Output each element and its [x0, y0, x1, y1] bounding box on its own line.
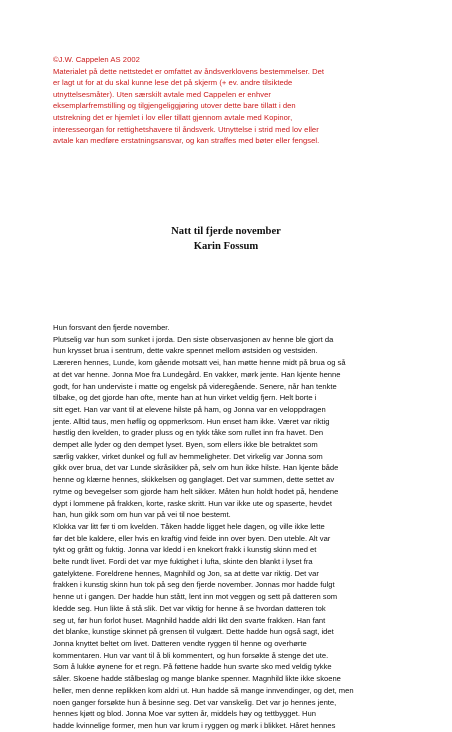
body-line: hun krysset brua i sentrum, dette vakre spennet mellom østsiden og vestsiden.	[53, 346, 318, 356]
body-line: høstlig den kvelden, to grader pluss og en tykk tåke som rullet inn fra havet. Den	[53, 428, 324, 438]
copyright-line: avtale kan medføre erstatningsansvar, og kan straffes med bøter eller fengsel.	[53, 136, 320, 146]
body-line: Som å lukke øynene for et regn. På føttene hadde hun svarte sko med veldig tykke	[53, 662, 332, 672]
story-title: Natt til fjerde november	[171, 226, 281, 237]
copyright-line: eksemplarfremstilling og tilgjengeliggjøring utover dette bare tillatt i den	[53, 101, 296, 111]
body-line: frakken i kunstig skinn hun tok på seg den fjerde november. Jonnas mor hadde fulgt	[53, 580, 335, 590]
copyright-line: interesseorgan for rettighetshavere til åndsverk. Utnyttelse i strid med lov eller	[53, 124, 319, 134]
body-line: Læreren hennes, Lunde, kom gående motsatt vei, han møtte henne midt på brua og så	[53, 358, 346, 368]
title-block	[0, 224, 452, 254]
body-line: før det ble kaldere, eller hvis en kraftig vind feide inn over byen. Den uteble. Alt var	[53, 533, 331, 543]
body-line: såler. Skoene hadde stålbeslag og mange blanke spenner. Magnhild likte ikke skoene	[53, 674, 341, 684]
body-line: sitt eget. Han var vant til at elevene hilste på ham, og Jonna var en veloppdragen	[53, 404, 326, 414]
body-line: jente. Alltid taus, men høflig og oppmerksom. Hun enset ham ikke. Været var riktig	[53, 416, 330, 426]
body-line: kommentaren. Hun var vant til å bli kommentert, og hun forsøkte å stenge det ute.	[53, 650, 329, 660]
body-line: henne og klærne hennes, skikkelsen og ganglaget. Det var summen, dette settet av	[53, 475, 335, 485]
body-line: Klokka var litt før ti om kvelden. Tåken hadde ligget hele dagen, og ville ikke lette	[53, 521, 325, 531]
copyright-line: utnyttelsesmåter). Uten særskilt avtale med Cappelen er enhver	[53, 89, 271, 99]
body-line: hadde kvinnelige former, men hun var krum i ryggen og mørk i blikket. Håret hennes	[53, 720, 336, 730]
copyright-line: ©J.W. Cappelen AS 2002	[53, 55, 140, 64]
body-line: gikk over brua, det var Lunde skråsikker på, selv om hun ikke hilste. Han kjente både	[53, 463, 339, 473]
copyright-line: Materialet på dette nettstedet er omfattet av åndsverklovens bestemmelser. Det	[53, 66, 325, 76]
copyright-notice	[53, 54, 413, 147]
body-line: Jonna knyttet beltet om livet. Datteren vendte ryggen til henne og overhørte	[53, 638, 307, 648]
story-author: Karin Fossum	[193, 241, 259, 252]
body-line: henne ut i gangen. Der hadde hun stått, lent inn mot veggen og sett på datteren som	[53, 592, 338, 602]
body-line: godt, for han underviste i matte og engelsk på videregående. Senere, når han tenkte	[53, 381, 337, 391]
body-line: noen ganger forsøkte hun å besinne seg. Det var vanskelig. Det var jo hennes jente,	[53, 697, 337, 707]
body-line: seg ut, før hun forlot huset. Magnhild hadde aldri likt den svarte frakken. Han fant	[53, 615, 326, 625]
body-line: hennes kjøtt og blod. Jonna Moe var sytten år, middels høy og tettbygget. Hun	[53, 709, 316, 719]
body-line: rytme og bevegelser som gjorde ham helt sikker. Måten hun holdt hodet på, hendene	[53, 486, 339, 496]
body-line: Plutselig var hun som sunket i jorda. Den siste observasjonen av henne ble gjort da	[53, 334, 334, 344]
body-line: tykt og grått og fuktig. Jonna var kledd i en knekort frakk i kunstig skinn med et	[53, 545, 317, 555]
body-line: det blanke, kunstige skinnet på grensen til vulgært. Dette hadde hun også sagt, idet	[53, 627, 334, 637]
story-body	[53, 322, 413, 732]
body-line: dempet alle lyder og den dempet lyset. Byen, som ellers ikke ble betraktet som	[53, 440, 318, 450]
body-line: kledde seg. Hun likte å stå slik. Det var viktig for henne å se hvordan datteren tok	[53, 603, 326, 613]
body-line: særlig vakker, virket dunkel og full av hemmeligheter. Det virkelig var Jonna som	[53, 451, 323, 461]
body-line: dypt i lommene på frakken, korte, raske skritt. Hun var ikke ute og spaserte, hevdet	[53, 498, 332, 508]
body-line: gatelyktene. Foreldrene hennes, Magnhild og Jon, sa at dette var riktig. Det var	[53, 568, 319, 578]
body-line: at det var henne. Jonna Moe fra Lundegård. En vakker, mørk jente. Han kjente henne	[53, 369, 341, 379]
body-line: belte rundt livet. Fordi det var mye fuktighet i lufta, skinte den blankt i lyset fra	[53, 557, 313, 567]
body-line: tilbake, og det gjorde han ofte, mente han at hun virket veldig fjern. Helt borte i	[53, 393, 317, 403]
body-line: Hun forsvant den fjerde november.	[53, 323, 170, 332]
copyright-line: er lagt ut for at du skal kunne lese det på skjerm (+ ev. andre tilsiktede	[53, 78, 293, 88]
copyright-line: utstrekning det er hjemlet i lov eller tillatt gjennom avtale med Kopinor,	[53, 112, 293, 122]
body-line: heller, men denne replikken kom aldri ut. Hun hadde så mange innvendinger, og det, men	[53, 685, 354, 695]
body-line: han, hun gikk som om hun var på vei til noe bestemt.	[53, 510, 231, 520]
